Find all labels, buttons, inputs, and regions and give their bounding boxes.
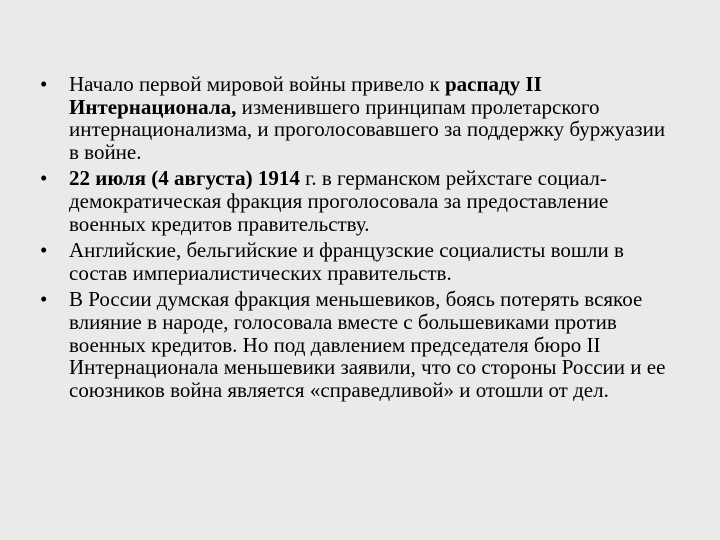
bullet-text-plain: Начало первой мировой войны привело к [69, 72, 445, 96]
bullet-item-3 [40, 239, 680, 284]
bullet-text-plain: изменившего принципам пролетарского интернационализма, и проголосовавшего за поддержку буржуазии в войне. [69, 94, 666, 164]
bullet-list [40, 73, 680, 405]
bullet-marker: • [40, 72, 48, 96]
bullet-text-plain: г. в германском рейхстаге социал-демократическая фракция проголосовала за предоставление военных кредитов правительству. [69, 166, 609, 236]
bullet-text-plain: В России думская фракция меньшевиков, боясь потерять всякое влияние в народе, голосовала вместе с большевиками против военных кредитов. Но под давлением председателя бюро II Интернационала меньшевики заявили, что со стороны России и ее союзников война является «справедливой» и отошли от дел. [69, 287, 666, 402]
bullet-item-4 [40, 288, 680, 401]
bullet-item-2 [40, 167, 680, 235]
bullet-item-1 [40, 73, 680, 163]
bullet-marker: • [40, 238, 48, 263]
bullet-text-bold: распаду II Интернационала, [69, 72, 542, 119]
bullet-text-bold: 22 июля (4 августа) 1914 [69, 166, 300, 191]
bullet-marker: • [40, 166, 48, 191]
bullet-text-plain: Английские, бельгийские и французские социалисты вошли в состав империалистических правительств. [69, 238, 624, 285]
bullet-marker: • [40, 287, 48, 312]
